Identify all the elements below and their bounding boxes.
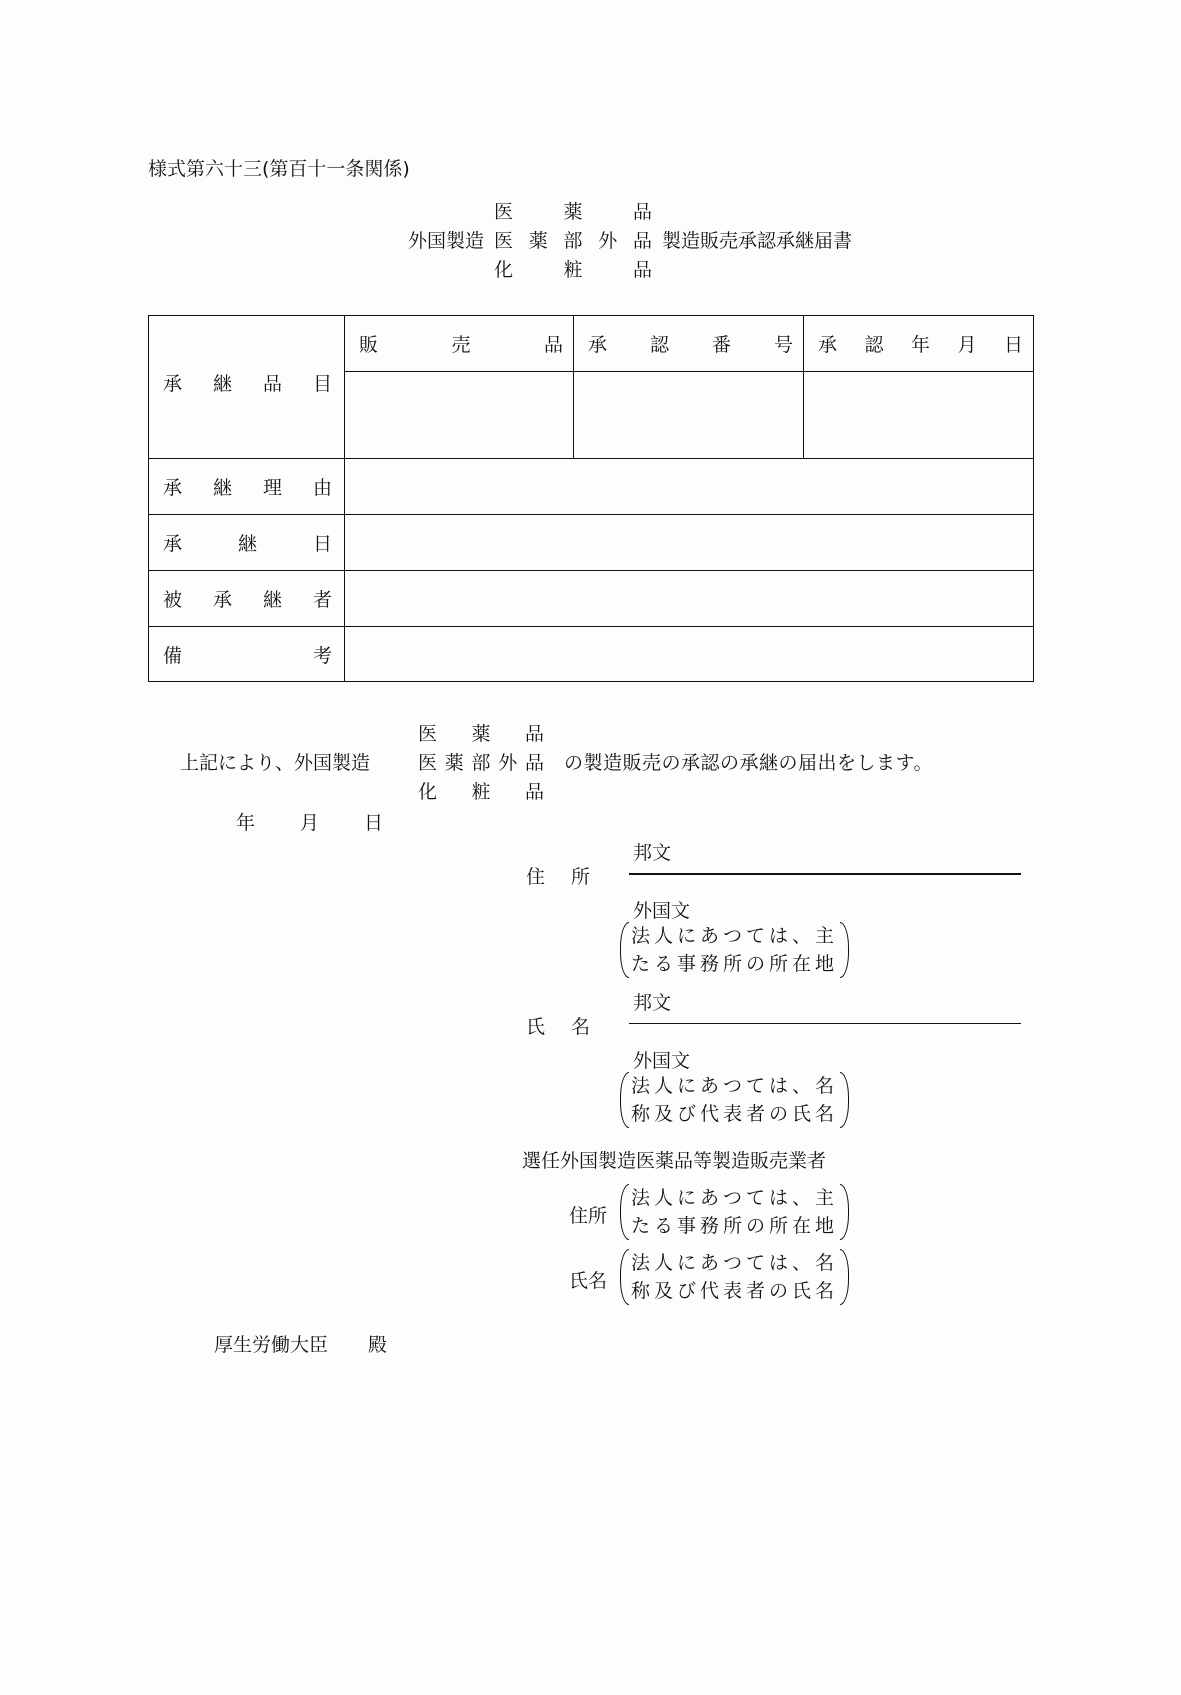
- char: 理: [262, 477, 282, 499]
- char: 品: [632, 201, 652, 223]
- char: 品: [524, 752, 544, 774]
- char: 品: [262, 372, 282, 395]
- address-note: [620, 922, 849, 978]
- char: 売: [451, 334, 471, 356]
- char: 年: [910, 334, 930, 356]
- field-approval-date[interactable]: [804, 372, 1034, 459]
- char: 号: [773, 334, 793, 356]
- char: 備: [163, 644, 183, 667]
- field-remarks[interactable]: [345, 627, 1034, 682]
- char: 販: [359, 334, 379, 356]
- name-japanese-label: 邦文: [633, 992, 672, 1014]
- note-line: 法人にあつては、主: [631, 925, 839, 947]
- char: 品: [543, 334, 563, 356]
- declaration-category-cosmetics: [418, 777, 544, 804]
- char: 承: [818, 334, 838, 356]
- label-predecessor: [149, 571, 345, 627]
- note-line: たる事務所の所在地: [631, 953, 839, 975]
- right-paren: [840, 1184, 849, 1240]
- declaration-suffix: の製造販売の承認の承継の届出をします。: [564, 752, 933, 774]
- note-line: たる事務所の所在地: [631, 1215, 839, 1237]
- addressee-title: 厚生労働大臣: [214, 1334, 329, 1356]
- title-suffix: 製造販売承認承継届書: [662, 230, 853, 252]
- applicant-name-label: [526, 1012, 590, 1039]
- char: 承: [163, 372, 183, 395]
- char: 者: [312, 589, 332, 611]
- char: 化: [418, 781, 438, 803]
- label-succession-items: [149, 316, 345, 459]
- addressee: [214, 1330, 387, 1357]
- char: 日: [1003, 334, 1023, 356]
- char: 名: [570, 1016, 590, 1038]
- char: 継: [262, 589, 282, 611]
- name-japanese-line[interactable]: [629, 1023, 1021, 1024]
- char: 品: [632, 259, 652, 281]
- note-line: 法人にあつては、主: [631, 1187, 839, 1209]
- char: 承: [163, 477, 183, 499]
- char: 目: [312, 372, 332, 395]
- field-brand-name[interactable]: [345, 372, 574, 459]
- title-category-cosmetics: [494, 255, 652, 282]
- char: 薬: [563, 201, 583, 223]
- char: 医: [494, 230, 514, 252]
- label-remarks: [149, 627, 345, 682]
- designated-address-label: 住所: [569, 1205, 608, 1227]
- note-line: 称及び代表者の氏名: [631, 1280, 839, 1302]
- char: 医: [418, 723, 438, 745]
- declaration-prefix: 上記により、外国製造: [180, 752, 371, 774]
- label-succession-date: [149, 515, 345, 571]
- right-paren: [840, 1249, 849, 1305]
- applicant-address-label: [526, 862, 590, 889]
- left-paren: [620, 1072, 629, 1128]
- address-foreign-label: 外国文: [633, 900, 691, 922]
- left-paren: [620, 1184, 629, 1240]
- char: 番: [711, 334, 731, 356]
- date-year: 年: [236, 812, 256, 834]
- address-japanese-line[interactable]: [629, 873, 1021, 875]
- title-category-pharmaceuticals: [494, 197, 652, 224]
- char: 品: [524, 781, 544, 803]
- label-succession-reason: [149, 459, 345, 515]
- char: 日: [312, 533, 332, 555]
- note-line: 法人にあつては、名: [631, 1252, 839, 1274]
- char: 承: [163, 533, 183, 555]
- submission-date[interactable]: [236, 808, 428, 835]
- date-day: 日: [364, 812, 384, 834]
- char: 認: [649, 334, 669, 356]
- char: 継: [212, 372, 232, 395]
- title-category-quasi-drugs: [494, 226, 652, 253]
- designated-address-note: [620, 1184, 849, 1240]
- form-reference: 様式第六十三(第百十一条関係): [148, 158, 410, 180]
- succession-form-table: [148, 315, 1034, 682]
- header-approval-number: [574, 316, 804, 372]
- right-paren: [840, 922, 849, 978]
- right-paren: [840, 1072, 849, 1128]
- char: 被: [163, 589, 183, 611]
- declaration: [180, 718, 933, 805]
- char: 氏: [526, 1016, 546, 1038]
- field-succession-reason[interactable]: [345, 459, 1034, 515]
- designated-name-label: 氏名: [569, 1270, 608, 1292]
- name-foreign-label: 外国文: [633, 1050, 691, 1072]
- left-paren: [620, 1249, 629, 1305]
- header-approval-date: [804, 316, 1034, 372]
- char: 考: [312, 644, 332, 667]
- char: 由: [312, 477, 332, 499]
- char: 薬: [444, 752, 464, 774]
- char: 部: [471, 752, 491, 774]
- name-note: [620, 1072, 849, 1128]
- char: 品: [524, 723, 544, 745]
- char: 所: [570, 866, 590, 888]
- char: 承: [588, 334, 608, 356]
- char: 薬: [471, 723, 491, 745]
- char: 住: [526, 866, 546, 888]
- char: 粧: [563, 259, 583, 281]
- addressee-honorific: 殿: [368, 1334, 388, 1356]
- char: 月: [957, 334, 977, 356]
- title-prefix: 外国製造: [407, 230, 484, 252]
- left-paren: [620, 922, 629, 978]
- char: 医: [418, 752, 438, 774]
- note-line: 法人にあつては、名: [631, 1075, 839, 1097]
- char: 粧: [471, 781, 491, 803]
- char: 品: [632, 230, 652, 252]
- document-title: [388, 196, 852, 283]
- field-predecessor[interactable]: [345, 571, 1034, 627]
- field-approval-number[interactable]: [574, 372, 804, 459]
- designated-party-heading: 選任外国製造医薬品等製造販売業者: [522, 1150, 827, 1172]
- designated-name-note: [620, 1249, 849, 1305]
- header-brand-name: [345, 316, 574, 372]
- char: 継: [237, 533, 257, 555]
- char: 部: [563, 230, 583, 252]
- char: 化: [494, 259, 514, 281]
- field-succession-date[interactable]: [345, 515, 1034, 571]
- char: 薬: [528, 230, 548, 252]
- declaration-category-pharmaceuticals: [418, 719, 544, 746]
- declaration-category-quasi-drugs: [418, 748, 544, 775]
- char: 外: [598, 230, 618, 252]
- char: 外: [498, 752, 518, 774]
- char: 承: [212, 589, 232, 611]
- date-month: 月: [300, 812, 320, 834]
- char: 医: [494, 201, 514, 223]
- char: 継: [212, 477, 232, 499]
- char: 認: [864, 334, 884, 356]
- address-japanese-label: 邦文: [633, 842, 672, 864]
- note-line: 称及び代表者の氏名: [631, 1103, 839, 1125]
